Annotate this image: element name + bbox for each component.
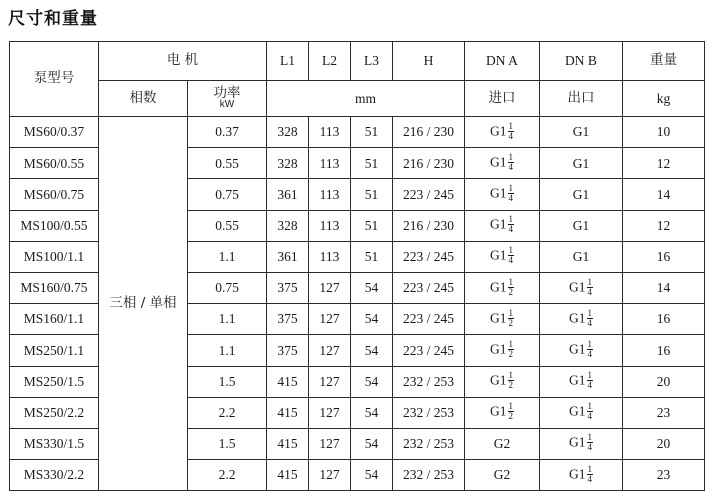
dn-b-cell xyxy=(540,210,623,241)
header-pump-model: 泵型号 xyxy=(10,42,99,117)
fraction-denominator: 4 xyxy=(508,255,513,266)
dn-b-cell-base: G1 xyxy=(572,124,590,140)
dn-b-cell-base: G1 xyxy=(572,186,590,202)
dn-b-cell xyxy=(540,148,623,179)
power-cell: 2.2 xyxy=(188,397,267,428)
fraction-numerator: 1 xyxy=(587,432,592,443)
l3-cell: 51 xyxy=(351,148,393,179)
fraction xyxy=(508,371,515,390)
dn-b-cell-base: G1 xyxy=(569,372,586,388)
header-l1: L1 xyxy=(267,42,309,81)
header-l2: L2 xyxy=(309,42,351,81)
page-title: 尺寸和重量 xyxy=(8,9,98,29)
h-cell: 232 / 253 xyxy=(393,460,465,491)
pump-model-cell: MS160/1.1 xyxy=(10,304,99,335)
l2-cell: 127 xyxy=(309,460,351,491)
fraction-denominator: 4 xyxy=(587,286,592,297)
fraction-numerator: 1 xyxy=(508,182,513,193)
fraction-numerator: 1 xyxy=(587,370,592,381)
h-cell: 232 / 253 xyxy=(393,397,465,428)
fraction-denominator: 2 xyxy=(508,317,513,328)
fraction-denominator: 4 xyxy=(508,224,513,235)
weight-cell: 16 xyxy=(623,304,705,335)
header-dim-unit: mm xyxy=(267,81,465,117)
weight-cell: 14 xyxy=(623,179,705,210)
dn-a-cell xyxy=(465,179,540,210)
header-dn-a: DN A xyxy=(465,42,540,81)
pump-model-cell: MS60/0.55 xyxy=(10,148,99,179)
dn-b-cell xyxy=(540,179,623,210)
dn-b-cell-base: G1 xyxy=(572,217,590,233)
table-row xyxy=(10,117,705,148)
weight-cell: 23 xyxy=(623,397,705,428)
weight-cell: 12 xyxy=(623,210,705,241)
power-cell: 2.2 xyxy=(188,460,267,491)
header-phase: 相数 xyxy=(99,81,188,117)
l3-cell: 51 xyxy=(351,179,393,210)
l2-cell: 113 xyxy=(309,117,351,148)
fraction-numerator: 1 xyxy=(508,151,513,162)
dn-a-cell xyxy=(465,397,540,428)
dn-b-cell-base: G1 xyxy=(569,435,586,451)
l2-cell: 113 xyxy=(309,210,351,241)
l2-cell: 127 xyxy=(309,397,351,428)
fraction-denominator: 4 xyxy=(508,161,513,172)
fraction xyxy=(587,278,594,297)
pump-model-cell: MS160/0.75 xyxy=(10,272,99,303)
dn-a-cell xyxy=(465,210,540,241)
fraction-denominator: 2 xyxy=(508,380,513,391)
l3-cell: 54 xyxy=(351,304,393,335)
fraction-numerator: 1 xyxy=(508,245,513,256)
pump-model-cell: MS60/0.37 xyxy=(10,117,99,148)
weight-cell: 23 xyxy=(623,460,705,491)
fraction-numerator: 1 xyxy=(587,338,592,349)
weight-cell: 16 xyxy=(623,241,705,272)
dn-a-cell-base: G1 xyxy=(490,403,507,419)
h-cell: 232 / 253 xyxy=(393,366,465,397)
l1-cell: 361 xyxy=(267,179,309,210)
fraction-numerator: 1 xyxy=(508,214,513,225)
power-cell: 1.1 xyxy=(188,304,267,335)
fraction xyxy=(508,246,515,265)
dn-b-cell xyxy=(540,366,623,397)
fraction-denominator: 4 xyxy=(587,380,592,391)
l2-cell: 127 xyxy=(309,272,351,303)
h-cell: 232 / 253 xyxy=(393,428,465,459)
header-power-unit: kW xyxy=(219,99,235,111)
header-weight-unit: kg xyxy=(623,81,705,117)
dn-b-cell xyxy=(540,304,623,335)
weight-cell: 20 xyxy=(623,366,705,397)
l1-cell: 328 xyxy=(267,148,309,179)
dn-a-cell-base: G1 xyxy=(490,279,507,295)
fraction xyxy=(587,340,594,359)
fraction-numerator: 1 xyxy=(508,370,513,381)
fraction-numerator: 1 xyxy=(587,307,592,318)
dn-a-cell xyxy=(465,117,540,148)
fraction xyxy=(508,340,515,359)
fraction-numerator: 1 xyxy=(508,276,513,287)
l1-cell: 328 xyxy=(267,210,309,241)
dn-a-cell-base: G1 xyxy=(490,154,507,170)
fraction-denominator: 4 xyxy=(508,192,513,203)
dn-b-cell-base: G1 xyxy=(572,155,590,171)
fraction-numerator: 1 xyxy=(508,120,513,131)
fraction xyxy=(587,309,594,328)
weight-cell: 16 xyxy=(623,335,705,366)
fraction-denominator: 4 xyxy=(587,317,592,328)
l2-cell: 127 xyxy=(309,366,351,397)
l1-cell: 415 xyxy=(267,428,309,459)
l3-cell: 54 xyxy=(351,428,393,459)
dn-a-cell-base: G1 xyxy=(490,123,507,139)
pump-model-cell: MS330/1.5 xyxy=(10,428,99,459)
dn-a-cell xyxy=(465,304,540,335)
header-dn-b: DN B xyxy=(540,42,623,81)
h-cell: 216 / 230 xyxy=(393,210,465,241)
l3-cell: 54 xyxy=(351,397,393,428)
l3-cell: 54 xyxy=(351,335,393,366)
dn-a-cell xyxy=(465,148,540,179)
pump-model-cell: MS250/1.5 xyxy=(10,366,99,397)
dn-a-cell-base: G2 xyxy=(493,467,511,483)
dn-a-cell-base: G1 xyxy=(490,247,507,263)
power-cell: 1.5 xyxy=(188,428,267,459)
l2-cell: 113 xyxy=(309,179,351,210)
fraction-denominator: 4 xyxy=(587,411,592,422)
dn-a-cell xyxy=(465,428,540,459)
h-cell: 223 / 245 xyxy=(393,335,465,366)
l3-cell: 54 xyxy=(351,272,393,303)
fraction xyxy=(508,278,515,297)
dn-b-cell xyxy=(540,117,623,148)
dn-b-cell xyxy=(540,272,623,303)
pump-model-cell: MS100/0.55 xyxy=(10,210,99,241)
dn-a-cell xyxy=(465,366,540,397)
weight-cell: 10 xyxy=(623,117,705,148)
pump-model-cell: MS250/2.2 xyxy=(10,397,99,428)
fraction xyxy=(508,153,515,172)
dn-a-cell-base: G2 xyxy=(493,436,511,452)
h-cell: 223 / 245 xyxy=(393,304,465,335)
l1-cell: 328 xyxy=(267,117,309,148)
fraction-numerator: 1 xyxy=(508,338,513,349)
header-inlet: 进口 xyxy=(465,81,540,117)
h-cell: 223 / 245 xyxy=(393,179,465,210)
dn-b-cell-base: G1 xyxy=(569,403,586,419)
fraction-denominator: 4 xyxy=(587,348,592,359)
h-cell: 216 / 230 xyxy=(393,148,465,179)
dn-a-cell-base: G1 xyxy=(490,372,507,388)
dimensions-weight-table xyxy=(9,41,705,491)
l1-cell: 415 xyxy=(267,397,309,428)
dn-b-cell xyxy=(540,428,623,459)
fraction-denominator: 4 xyxy=(587,442,592,453)
fraction xyxy=(587,371,594,390)
h-cell: 223 / 245 xyxy=(393,241,465,272)
header-row-1 xyxy=(10,42,705,81)
l1-cell: 375 xyxy=(267,304,309,335)
l1-cell: 415 xyxy=(267,366,309,397)
header-power xyxy=(188,81,267,117)
h-cell: 216 / 230 xyxy=(393,117,465,148)
header-outlet: 出口 xyxy=(540,81,623,117)
fraction xyxy=(587,402,594,421)
dn-b-cell xyxy=(540,335,623,366)
phase-cell: 三相 / 单相 xyxy=(99,117,188,491)
l2-cell: 113 xyxy=(309,148,351,179)
power-cell: 0.75 xyxy=(188,272,267,303)
weight-cell: 12 xyxy=(623,148,705,179)
weight-cell: 20 xyxy=(623,428,705,459)
l2-cell: 127 xyxy=(309,428,351,459)
l3-cell: 51 xyxy=(351,241,393,272)
fraction xyxy=(508,184,515,203)
dn-b-cell-base: G1 xyxy=(569,341,586,357)
dn-b-cell-base: G1 xyxy=(569,466,586,482)
fraction-denominator: 4 xyxy=(508,130,513,141)
l1-cell: 375 xyxy=(267,272,309,303)
dn-b-cell-base: G1 xyxy=(569,310,586,326)
dn-a-cell xyxy=(465,241,540,272)
dn-a-cell-base: G1 xyxy=(490,216,507,232)
header-h: H xyxy=(393,42,465,81)
dn-b-cell xyxy=(540,241,623,272)
pump-model-cell: MS330/2.2 xyxy=(10,460,99,491)
pump-model-cell: MS100/1.1 xyxy=(10,241,99,272)
header-l3: L3 xyxy=(351,42,393,81)
fraction-denominator: 2 xyxy=(508,348,513,359)
dn-a-cell-base: G1 xyxy=(490,185,507,201)
fraction-numerator: 1 xyxy=(587,401,592,412)
l2-cell: 113 xyxy=(309,241,351,272)
l3-cell: 54 xyxy=(351,366,393,397)
dn-a-cell xyxy=(465,272,540,303)
l3-cell: 54 xyxy=(351,460,393,491)
fraction xyxy=(508,402,515,421)
power-cell: 1.1 xyxy=(188,241,267,272)
power-cell: 0.55 xyxy=(188,148,267,179)
power-cell: 0.55 xyxy=(188,210,267,241)
l3-cell: 51 xyxy=(351,210,393,241)
fraction-numerator: 1 xyxy=(587,276,592,287)
power-cell: 0.75 xyxy=(188,179,267,210)
fraction-numerator: 1 xyxy=(508,307,513,318)
header-power-label: 功率 xyxy=(213,84,241,101)
l2-cell: 127 xyxy=(309,304,351,335)
fraction xyxy=(587,433,594,452)
fraction-denominator: 2 xyxy=(508,286,513,297)
pump-model-cell: MS250/1.1 xyxy=(10,335,99,366)
weight-cell: 14 xyxy=(623,272,705,303)
dn-a-cell-base: G1 xyxy=(490,310,507,326)
fraction xyxy=(508,122,515,141)
fraction-numerator: 1 xyxy=(508,401,513,412)
power-cell: 0.37 xyxy=(188,117,267,148)
l3-cell: 51 xyxy=(351,117,393,148)
dn-a-cell-base: G1 xyxy=(490,341,507,357)
dn-b-cell-base: G1 xyxy=(572,249,590,265)
fraction-denominator: 2 xyxy=(508,411,513,422)
fraction xyxy=(587,465,594,484)
header-row-2 xyxy=(10,81,705,117)
l1-cell: 361 xyxy=(267,241,309,272)
dn-b-cell xyxy=(540,460,623,491)
dn-b-cell-base: G1 xyxy=(569,279,586,295)
dn-b-cell xyxy=(540,397,623,428)
l1-cell: 415 xyxy=(267,460,309,491)
dn-a-cell xyxy=(465,460,540,491)
power-cell: 1.1 xyxy=(188,335,267,366)
fraction xyxy=(508,215,515,234)
fraction-numerator: 1 xyxy=(587,463,592,474)
header-motor: 电 机 xyxy=(99,42,267,81)
power-cell: 1.5 xyxy=(188,366,267,397)
fraction xyxy=(508,309,515,328)
fraction-denominator: 4 xyxy=(587,473,592,484)
dn-a-cell xyxy=(465,335,540,366)
pump-model-cell: MS60/0.75 xyxy=(10,179,99,210)
h-cell: 223 / 245 xyxy=(393,272,465,303)
header-weight: 重量 xyxy=(623,42,705,81)
l1-cell: 375 xyxy=(267,335,309,366)
l2-cell: 127 xyxy=(309,335,351,366)
